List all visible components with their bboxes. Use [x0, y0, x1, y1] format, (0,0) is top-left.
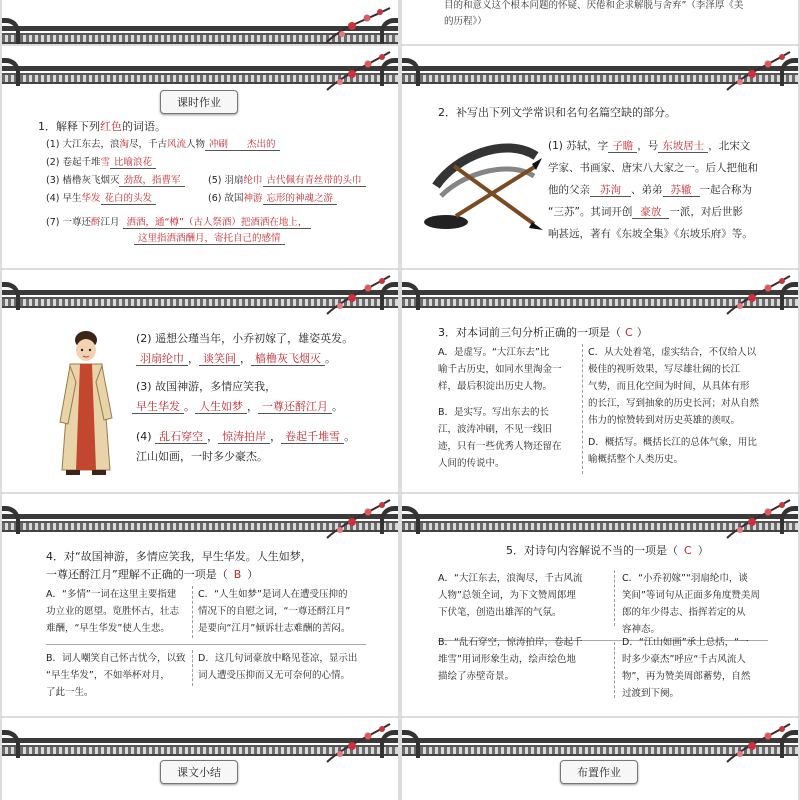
- option-d[interactable]: [588, 434, 757, 468]
- option-text-line: 喻千古历史，如同水里淘金一: [438, 364, 562, 375]
- option-text-line: B．“乱石穿空，惊涛拍岸，卷起千: [438, 637, 583, 648]
- plum-blossom-icon: [322, 2, 392, 44]
- item-3: (3) 樯橹灰飞烟灭 劲敌，指曹军: [46, 172, 185, 186]
- option-text-line: A．“大江东去，浪淘尽，千古风流: [438, 573, 583, 584]
- item-1: (1) 大江东去，浪淘尽，千古风流人物 冲刷 杰出的: [46, 136, 280, 150]
- quote-line-1: 目的和意义这个根本问题的怀疑、厌倦和企求解脱与舍弃”（李泽厚《美: [444, 0, 744, 11]
- poem-answers-4: (4) 乱石穿空 ， 惊涛拍岸 ， 卷起千堆雪 。: [136, 430, 356, 443]
- quote-text: [444, 0, 794, 30]
- option-c[interactable]: [588, 344, 759, 429]
- option-text-line: 的长江，写到抽象的历史长河；对从自然: [588, 398, 760, 409]
- ancient-scholar-figure-icon: [52, 322, 122, 482]
- option-text-line: 描绘了赤壁奇景。: [438, 671, 515, 682]
- item-4: (4) 早生华发 花白的头发: [46, 190, 156, 204]
- question-title: 1．解释下列红色的词语。: [38, 120, 166, 133]
- option-text-line: 人间的传说中。: [438, 458, 505, 469]
- item-7-line-2: 这里指洒酒酬月，寄托自己的感情: [134, 230, 285, 244]
- option-text-line: D．概括写。概括长江的总体气象，用比: [588, 437, 757, 448]
- question-title-line-2: 一尊还酹江月”理解不正确的一项是（ B ）: [46, 568, 259, 581]
- slide-assignment: [402, 718, 798, 800]
- plum-blossom-icon: [322, 720, 392, 764]
- slide-poem-fill: [2, 270, 398, 492]
- lit-line-4: “三苏”。其词开创 豪放 一派，对后世影: [548, 206, 743, 218]
- option-text-line: A．“多情”一词在这里主要指建: [46, 589, 177, 600]
- lit-line-1: (1) 苏轼，字 子瞻 ，号 东坡居士 ，北宋文: [548, 140, 751, 152]
- option-a[interactable]: [438, 570, 582, 621]
- plum-blossom-icon: [322, 272, 392, 316]
- item-5: (5) 羽扇纶巾 古代佩有青丝带的头巾: [208, 172, 366, 186]
- option-d[interactable]: [198, 650, 357, 684]
- option-text-line: 功立业的愿望。览胜怀古，壮志: [46, 606, 180, 617]
- option-b[interactable]: [438, 634, 582, 685]
- slide-q4: [2, 494, 398, 716]
- summary-tag[interactable]: 课文小结: [160, 760, 238, 784]
- question-title: 2．补写出下列文学常识和名句名篇空缺的部分。: [438, 106, 676, 119]
- poem-answers-2: 羽扇纶巾 ， 谈笑间 ， 樯橹灰飞烟灭 。: [136, 350, 336, 366]
- plum-blossom-icon: [322, 48, 392, 92]
- option-a[interactable]: [438, 344, 562, 395]
- poem-answers-3: 早生华发 。 人生如梦 ， 一尊还酹江月 。: [132, 398, 343, 414]
- option-row-divider: [46, 644, 366, 645]
- option-text-line: 样，最后积淀出历史人物。: [438, 381, 553, 392]
- slide-homework-q1: [2, 46, 398, 268]
- option-text-line: B．是实写。写出东去的长: [438, 407, 550, 418]
- option-text-line: C．“小乔初嫁”“羽扇纶巾，谈: [622, 573, 748, 584]
- poem-line-2: (2) 遥想公瑾当年，小乔初嫁了，雄姿英发。: [136, 332, 354, 345]
- slide-q3: [402, 270, 798, 492]
- slide-top-left-strip: [2, 0, 398, 44]
- question-title: 3．对本词前三句分析正确的一项是（ C ）: [438, 326, 648, 339]
- option-text-line: B．词人嘲笑自己怀古忧今，以致: [46, 653, 186, 664]
- option-text-line: 笑间”等词句从正面多角度赞美周: [622, 590, 760, 601]
- question-title: 5．对诗句内容解说不当的一项是（ C ）: [506, 544, 709, 557]
- item-2: (2) 卷起千堆雪 比喻浪花: [46, 154, 156, 168]
- slide-q5: [402, 494, 798, 716]
- option-text-line: “早生华发”，不如举杯对月，: [46, 670, 170, 681]
- plum-blossom-icon: [722, 720, 792, 764]
- option-text-line: 了此一生。: [46, 687, 94, 698]
- option-text-line: 难酬，“早生华发”使人生悲。: [46, 623, 170, 634]
- question-title-line-1: 4．对“故国神游，多情应笑我，早生华发。人生如梦，: [46, 550, 312, 563]
- option-text-line: D．“江山如画”承上总括，“一: [622, 637, 749, 648]
- option-c[interactable]: [622, 570, 760, 638]
- item-6: (6) 故国神游 忘形的神魂之游: [208, 190, 337, 204]
- option-text-line: 是要向“江月”倾诉壮志难酬的苦闷。: [198, 623, 351, 634]
- option-b[interactable]: [46, 650, 186, 701]
- option-divider: [192, 586, 193, 638]
- plum-blossom-icon: [722, 48, 792, 92]
- option-text-line: 时多少豪杰”呼应“千古风流人: [622, 654, 746, 665]
- option-text-line: 迹，只有一些优秀人物还留在: [438, 441, 562, 452]
- option-c[interactable]: [198, 586, 350, 637]
- option-text-line: 堆雪”用词形象生动，绘声绘色地: [438, 654, 576, 665]
- slide-q2-literature: [402, 46, 798, 268]
- lit-line-3: 他的父亲 苏洵 、弟弟 苏辙 一起合称为: [548, 184, 752, 196]
- option-text-line: C．“人生如梦”是词人在遭受压抑的: [198, 589, 348, 600]
- plum-blossom-icon: [322, 496, 392, 540]
- slide-quote-strip: [402, 0, 798, 44]
- option-text-line: A．是虚写。“大江东去”比: [438, 347, 550, 358]
- option-divider-2: [192, 650, 193, 686]
- option-text-line: 郎的年少得志、指挥若定的从: [622, 607, 746, 618]
- option-text-line: 喻概括整个人类历史。: [588, 454, 684, 465]
- poem-line-3: (3) 故国神游，多情应笑我，: [136, 380, 277, 393]
- option-text-line: 物”，再为赞美周郎蓄势，自然: [622, 671, 751, 682]
- ink-brush-icon: [416, 126, 546, 236]
- option-divider: [582, 344, 583, 474]
- homework-tag[interactable]: 课时作业: [160, 90, 238, 114]
- option-text-line: 人物”总领全词，为下文赞周郎埋: [438, 590, 576, 601]
- option-text-line: 江，波涛冲刷，不见一线旧: [438, 424, 553, 435]
- option-text-line: 气势，而且化空间为时间，从具体有形: [588, 381, 750, 392]
- option-d[interactable]: [622, 634, 750, 702]
- option-text-line: 伟力的惊赞转到对历史英雄的羡叹。: [588, 415, 741, 426]
- option-divider: [614, 570, 615, 626]
- option-text-line: C．从大处着笔，虚实结合，不仅给人以: [588, 347, 757, 358]
- item-7: (7) 一尊还酹江月 洒酒，通“樽”（古人祭酒）把酒洒在地上，: [46, 214, 311, 228]
- option-a[interactable]: [46, 586, 179, 637]
- slide-summary: [2, 718, 398, 800]
- assignment-tag[interactable]: 布置作业: [560, 760, 638, 784]
- lit-line-5: 响甚远，著有《东坡全集》《东坡乐府》等。: [548, 228, 753, 240]
- quote-line-2: 的历程》）: [444, 16, 487, 27]
- option-b[interactable]: [438, 404, 562, 472]
- lit-line-2: 学家、书画家、唐宋八大家之一。后人把他和: [548, 162, 758, 174]
- option-text-line: 情况下的自慰之词，“一尊还酹江月”: [198, 606, 351, 617]
- option-text-line: D．这几句词豪放中略见苍凉，显示出: [198, 653, 358, 664]
- option-divider-2: [614, 642, 615, 698]
- option-text-line: 过渡到下阕。: [622, 688, 680, 699]
- option-text-line: 下伏笔，创造出雄浑的气氛。: [438, 607, 562, 618]
- option-text-line: 词人遭受压抑而又无可奈何的心情。: [198, 670, 351, 681]
- poem-line-4: 江山如画，一时多少豪杰。: [136, 450, 268, 463]
- option-text-line: 极佳的视听效果，写尽雄壮阔的长江: [588, 364, 741, 375]
- option-text-line: 容神态。: [622, 624, 661, 635]
- plum-blossom-icon: [722, 496, 792, 540]
- plum-blossom-icon: [722, 272, 792, 316]
